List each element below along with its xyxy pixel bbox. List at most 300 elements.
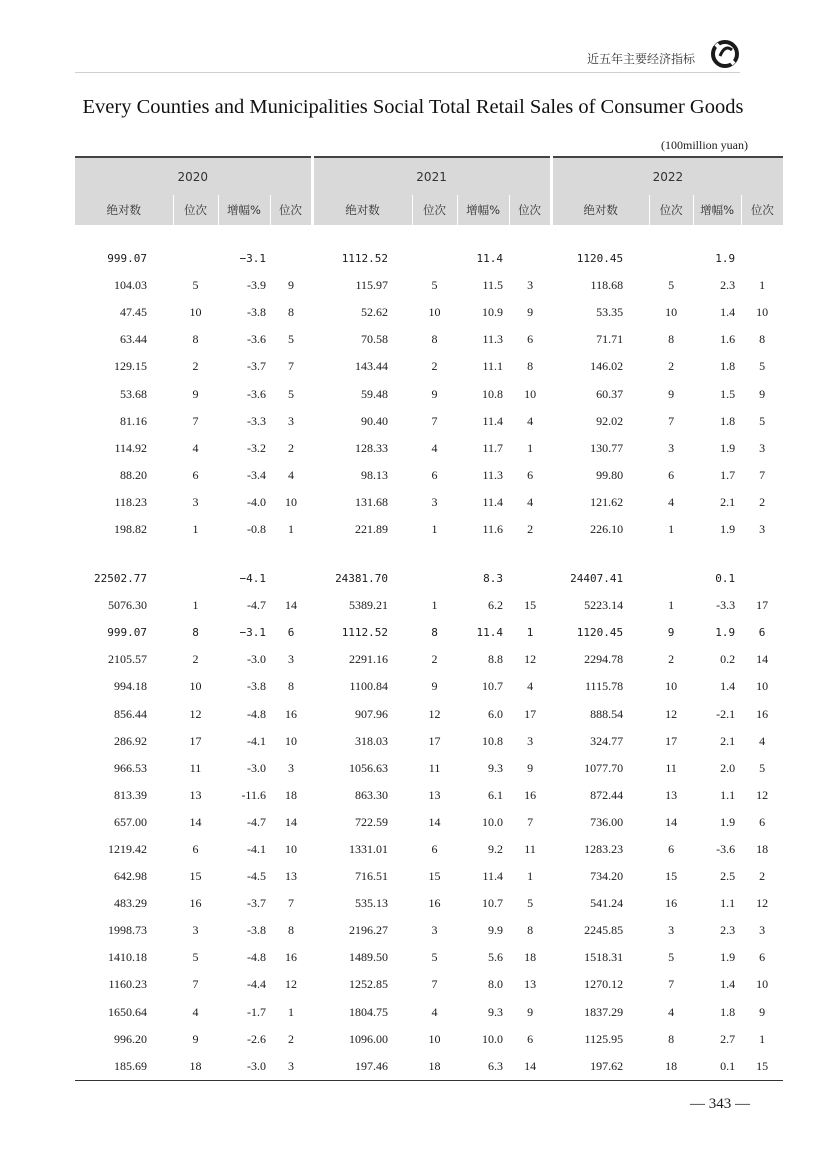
- table-cell: 863.30: [355, 787, 389, 802]
- table-cell: 2: [288, 440, 295, 455]
- table-cell: 11.3: [482, 467, 504, 482]
- table-cell: 17: [756, 598, 769, 613]
- table-cell: 5: [192, 278, 199, 293]
- table-cell: 130.77: [590, 440, 624, 455]
- column-header-value: 绝对数: [312, 195, 412, 225]
- table-cell: 6: [527, 467, 534, 482]
- page-title: Every Counties and Municipalities Social Total Retail Sales of Consumer Goods: [82, 96, 744, 118]
- table-cell: 52.62: [361, 305, 389, 320]
- table-cell: 9: [527, 1004, 534, 1019]
- table-cell: 8: [192, 626, 199, 640]
- table-cell: 13: [665, 787, 678, 802]
- table-cell: 53.35: [596, 305, 624, 320]
- table-cell: -4.8: [247, 950, 266, 965]
- table-cell: 10: [524, 386, 537, 401]
- table-cell: 318.03: [355, 733, 389, 748]
- table-cell: 11: [665, 760, 677, 775]
- table-cell: 4: [431, 440, 438, 455]
- table-row: [75, 326, 783, 353]
- table-cell: 104.03: [114, 278, 147, 293]
- table-cell: -3.2: [247, 440, 266, 455]
- column-header-value: 绝对数: [551, 195, 649, 225]
- table-cell: 6.2: [488, 598, 504, 613]
- table-cell: 17: [524, 706, 537, 721]
- table-cell: 286.92: [114, 733, 147, 748]
- table-cell: 6: [527, 1031, 534, 1046]
- table-cell: 5: [759, 760, 766, 775]
- table-cell: 3: [668, 923, 675, 938]
- table-cell: 70.58: [361, 332, 389, 347]
- table-row: [75, 272, 783, 299]
- table-cell: 22502.77: [94, 572, 147, 586]
- table-cell: 8: [527, 923, 534, 938]
- table-cell: 3: [192, 923, 199, 938]
- table-cell: 129.15: [114, 359, 147, 374]
- table-body: [75, 225, 783, 1080]
- table-cell: -3.6: [247, 386, 266, 401]
- table-row: [75, 701, 783, 728]
- table-cell: 1270.12: [584, 977, 624, 992]
- table-cell: 2.0: [720, 760, 736, 775]
- table-cell: 7: [527, 814, 534, 829]
- table-cell: -0.8: [247, 521, 266, 536]
- table-cell: 4: [668, 1004, 675, 1019]
- table-row: [75, 863, 783, 890]
- table-cell: 5: [527, 896, 534, 911]
- table-cell: 18: [285, 787, 298, 802]
- table-cell: 2: [192, 359, 199, 374]
- table-cell: 1077.70: [584, 760, 624, 775]
- table-cell: 9.9: [488, 923, 504, 938]
- table-cell: 143.44: [355, 359, 389, 374]
- table-row: [75, 380, 783, 407]
- table-cell: 7: [288, 359, 295, 374]
- table-cell: 1.6: [720, 332, 736, 347]
- table-cell: 1518.31: [584, 950, 624, 965]
- table-cell: -3.8: [247, 679, 266, 694]
- table-row: [75, 971, 783, 998]
- table-cell: 1: [527, 440, 534, 455]
- table-cell: 5: [192, 950, 199, 965]
- table-cell: 12: [524, 652, 537, 667]
- table-cell: 1650.64: [108, 1004, 147, 1019]
- table-cell: 1: [668, 598, 675, 613]
- table-cell: 1115.78: [584, 679, 624, 694]
- table-cell: 12: [285, 977, 298, 992]
- table-cell: 2.3: [720, 923, 736, 938]
- table-cell: 18: [756, 842, 769, 857]
- table-cell: 4: [759, 733, 766, 748]
- unit-note: (100million yuan): [661, 138, 748, 152]
- table-cell: 11: [428, 760, 441, 775]
- table-cell: 2: [759, 869, 766, 884]
- table-cell: 53.68: [120, 386, 147, 401]
- table-cell: -4.8: [247, 706, 266, 721]
- table-cell: 5.6: [488, 950, 504, 965]
- table-cell: 736.00: [590, 814, 624, 829]
- table-cell: 2196.27: [349, 923, 389, 938]
- table-cell: 10.0: [482, 1031, 504, 1046]
- table-cell: 17: [428, 733, 441, 748]
- table-cell: 9: [527, 305, 534, 320]
- table-cell: 92.02: [596, 413, 624, 428]
- table-cell: 14: [285, 598, 298, 613]
- table-cell: 907.96: [355, 706, 389, 721]
- table-cell: 11: [189, 760, 202, 775]
- table-cell: 1120.45: [576, 252, 624, 266]
- table-cell: 12: [189, 706, 202, 721]
- table-cell: -3.7: [247, 896, 266, 911]
- table-cell: 15: [665, 869, 678, 884]
- table-cell: 541.24: [590, 896, 624, 911]
- table-cell: 121.62: [590, 494, 624, 509]
- table-cell: 3: [759, 521, 766, 536]
- table-cell: 0.1: [693, 1053, 741, 1081]
- table-cell: 6: [287, 626, 295, 640]
- table-cell: 7: [759, 467, 766, 482]
- table-row: [75, 462, 783, 489]
- table-cell: 15: [524, 598, 537, 613]
- table-cell: 6: [192, 842, 199, 857]
- table-cell: 8: [431, 332, 438, 347]
- column-header-rank: 位次: [741, 195, 783, 225]
- table-cell: 8: [668, 1031, 675, 1046]
- table-cell: 4: [431, 1004, 438, 1019]
- publication-logo-icon: [706, 36, 742, 72]
- column-header-growth: 增幅%: [218, 195, 270, 225]
- table-cell: 3: [431, 494, 438, 509]
- table-cell: -4.1: [247, 733, 266, 748]
- table-cell: 642.98: [114, 869, 147, 884]
- table-cell: 2: [192, 652, 199, 667]
- table-cell: 9: [431, 386, 438, 401]
- table-cell: 1.1: [720, 787, 736, 802]
- retail-sales-table: [75, 156, 774, 1081]
- table-cell: 9.3: [488, 760, 504, 775]
- table-cell: 324.77: [590, 733, 624, 748]
- column-header-rank: 位次: [412, 195, 457, 225]
- table-cell: 8: [431, 626, 438, 640]
- table-cell: 10: [285, 494, 298, 509]
- table-cell: 4: [527, 494, 534, 509]
- table-cell: 8.0: [488, 977, 504, 992]
- table-cell: 1096.00: [349, 1031, 389, 1046]
- table-cell: 3: [668, 440, 675, 455]
- summary-row: [75, 565, 783, 592]
- table-cell: 6: [431, 842, 438, 857]
- table-cell: 8.8: [488, 652, 504, 667]
- table-cell: 5389.21: [349, 598, 389, 613]
- table-cell: 3: [288, 413, 295, 428]
- table-row: [75, 435, 783, 462]
- table-cell: 11.6: [482, 521, 504, 536]
- table-cell: 118.23: [114, 494, 147, 509]
- table-cell: 5: [431, 950, 438, 965]
- table-cell: 1: [759, 1031, 766, 1046]
- table-cell: -3.0: [218, 1053, 270, 1081]
- table-cell: 0.2: [720, 652, 736, 667]
- table-cell: 10: [189, 679, 202, 694]
- table-cell: 9: [759, 386, 766, 401]
- table-cell: 716.51: [355, 869, 389, 884]
- table-cell: 47.45: [120, 305, 147, 320]
- table-cell: 1: [288, 1004, 295, 1019]
- table-cell: [741, 245, 783, 272]
- table-cell: 99.80: [596, 467, 624, 482]
- column-header-growth: 增幅%: [693, 195, 741, 225]
- table-cell: 5: [288, 332, 295, 347]
- table-cell: 888.54: [590, 706, 624, 721]
- table-cell: 1219.42: [108, 842, 147, 857]
- table-cell: 9: [759, 1004, 766, 1019]
- table-cell: 24381.70: [335, 572, 389, 586]
- table-cell: 16: [756, 706, 769, 721]
- table-cell: 9: [192, 1031, 199, 1046]
- table-cell: 90.40: [361, 413, 389, 428]
- table-cell: 5: [668, 278, 675, 293]
- table-row: [75, 646, 783, 673]
- table-cell: 8: [288, 305, 295, 320]
- table-cell: [173, 245, 218, 272]
- table-cell: 4: [192, 1004, 199, 1019]
- table-cell: 2: [527, 521, 534, 536]
- table-cell: 2.1: [720, 494, 736, 509]
- table-cell: 128.33: [355, 440, 389, 455]
- table-cell: 1489.50: [349, 950, 389, 965]
- table-cell: 1: [288, 521, 295, 536]
- table-cell: 10.8: [482, 386, 504, 401]
- table-cell: 2: [431, 359, 438, 374]
- table-cell: 11.4: [482, 869, 504, 884]
- table-cell: 1.9: [715, 626, 736, 640]
- table-cell: 18: [412, 1053, 457, 1081]
- table-cell: 13: [285, 869, 298, 884]
- spacer-row: [75, 225, 783, 245]
- table-cell: -4.0: [247, 494, 266, 509]
- table-cell: 14: [509, 1053, 551, 1081]
- table-cell: 10: [428, 305, 441, 320]
- table-cell: 60.37: [596, 386, 624, 401]
- table-cell: 3: [192, 494, 199, 509]
- table-cell: 197.62: [551, 1053, 649, 1081]
- table-cell: -3.3: [247, 413, 266, 428]
- table-cell: 198.82: [114, 521, 147, 536]
- table-cell: 197.46: [312, 1053, 412, 1081]
- table-cell: 1410.18: [108, 950, 147, 965]
- table-row: [75, 728, 783, 755]
- table-cell: −3.1: [239, 626, 266, 640]
- table-cell: 16: [428, 896, 441, 911]
- table-cell: 1120.45: [576, 626, 624, 640]
- table-row: [75, 592, 783, 619]
- table-cell: 7: [668, 413, 675, 428]
- table-cell: 5: [759, 413, 766, 428]
- table-cell: 88.20: [120, 467, 147, 482]
- table-cell: 7: [288, 896, 295, 911]
- table-row: [75, 1026, 783, 1053]
- table-cell: 1112.52: [341, 626, 389, 640]
- year-header: 2021: [312, 157, 551, 195]
- table-cell: 5: [668, 950, 675, 965]
- table-row: [75, 673, 783, 700]
- table-cell: 2: [431, 652, 438, 667]
- table-cell: 0.1: [715, 572, 736, 586]
- table-cell: 6: [668, 842, 675, 857]
- table-cell: 535.13: [355, 896, 389, 911]
- table-cell: -4.7: [247, 814, 266, 829]
- table-cell: 7: [668, 977, 675, 992]
- table-cell: 2.1: [720, 733, 736, 748]
- table-cell: 9: [527, 760, 534, 775]
- table-cell: 1100.84: [349, 679, 389, 694]
- table-cell: [270, 245, 312, 272]
- table-cell: 2294.78: [584, 652, 624, 667]
- table-cell: 1.4: [720, 977, 736, 992]
- table-cell: 7: [192, 413, 199, 428]
- table-cell: 71.71: [596, 332, 624, 347]
- table-cell: 11.4: [476, 626, 504, 640]
- table-row: [75, 782, 783, 809]
- table-cell: -3.6: [716, 842, 736, 857]
- table-cell: 1056.63: [349, 760, 389, 775]
- table-cell: 3: [527, 733, 534, 748]
- year-header: 2022: [551, 157, 783, 195]
- table-cell: 10.8: [482, 733, 504, 748]
- table-cell: -3.4: [247, 467, 266, 482]
- table-cell: 14: [189, 814, 202, 829]
- table-cell: 5: [431, 278, 438, 293]
- summary-row: [75, 245, 783, 272]
- table-cell: 2291.16: [349, 652, 389, 667]
- table-row: [75, 836, 783, 863]
- table-cell: 14: [428, 814, 441, 829]
- column-header-growth: 增幅%: [457, 195, 509, 225]
- table-cell: 8: [192, 332, 199, 347]
- table-cell: 63.44: [120, 332, 147, 347]
- table-cell: -3.0: [247, 760, 266, 775]
- table-cell: 3: [759, 923, 766, 938]
- table-cell: 7: [431, 413, 438, 428]
- table-cell: [412, 565, 457, 592]
- table-cell: -3.3: [716, 598, 736, 613]
- table-cell: 12: [756, 787, 769, 802]
- table-cell: 2.5: [720, 869, 736, 884]
- table-cell: 226.10: [590, 521, 624, 536]
- table-cell: 1: [431, 521, 438, 536]
- table-cell: 2.3: [720, 278, 736, 293]
- table-cell: 1.9: [720, 521, 736, 536]
- page-number: — 343 —: [690, 1096, 750, 1112]
- table-cell: 722.59: [355, 814, 389, 829]
- table-cell: 1.4: [720, 679, 736, 694]
- table-cell: 4: [288, 467, 295, 482]
- table-cell: 98.13: [361, 467, 389, 482]
- table-cell: 1998.73: [108, 923, 147, 938]
- table-cell: 131.68: [355, 494, 389, 509]
- table-cell: 2245.85: [584, 923, 624, 938]
- table-cell: 1.8: [720, 359, 736, 374]
- table-cell: 1: [526, 626, 534, 640]
- table-cell: 5076.30: [108, 598, 147, 613]
- table-cell: 6.0: [488, 706, 504, 721]
- table-cell: 11.1: [482, 359, 504, 374]
- table-cell: 1331.01: [349, 842, 389, 857]
- table-cell: 16: [189, 896, 202, 911]
- table-cell: 6: [759, 950, 766, 965]
- table-cell: 10.9: [482, 305, 504, 320]
- table-cell: 8: [288, 679, 295, 694]
- spacer-row: [75, 543, 783, 565]
- table-cell: 10: [665, 679, 678, 694]
- table-cell: -3.0: [247, 652, 266, 667]
- table-cell: 966.53: [114, 760, 147, 775]
- year-header: 2020: [75, 157, 312, 195]
- table-cell: 996.20: [114, 1031, 147, 1046]
- table-cell: 5: [288, 386, 295, 401]
- table-cell: 11.3: [482, 332, 504, 347]
- table-cell: 10: [428, 1031, 441, 1046]
- table-cell: 6: [759, 814, 766, 829]
- table-cell: 999.07: [107, 626, 147, 640]
- table-cell: [741, 565, 783, 592]
- table-cell: 1.9: [720, 950, 736, 965]
- table-cell: -4.5: [247, 869, 266, 884]
- table-cell: 3: [759, 440, 766, 455]
- header-rule: [75, 72, 740, 73]
- table-cell: 9: [192, 386, 199, 401]
- table-cell: 7: [192, 977, 199, 992]
- table-cell: -1.7: [247, 1004, 266, 1019]
- table-cell: 14: [665, 814, 678, 829]
- table-cell: 6.3: [457, 1053, 509, 1081]
- table-cell: 12: [428, 706, 441, 721]
- table-cell: 16: [524, 787, 537, 802]
- table-cell: 483.29: [114, 896, 147, 911]
- table-cell: 8: [527, 359, 534, 374]
- table-cell: 14: [285, 814, 298, 829]
- table-cell: 4: [527, 679, 534, 694]
- table-cell: 11.4: [482, 413, 504, 428]
- table-cell: 81.16: [120, 413, 147, 428]
- column-header-value: 绝对数: [75, 195, 173, 225]
- table-cell: 10: [756, 679, 769, 694]
- table-cell: 146.02: [590, 359, 624, 374]
- table-cell: 1112.52: [341, 252, 389, 266]
- table-row: [75, 353, 783, 380]
- table-cell: 8: [759, 332, 766, 347]
- table-cell: 18: [524, 950, 537, 965]
- table-cell: 16: [285, 706, 298, 721]
- table-row: [75, 944, 783, 971]
- table-cell: 15: [741, 1053, 783, 1081]
- table-cell: 3: [431, 923, 438, 938]
- table-cell: 10: [756, 305, 769, 320]
- table-cell: 4: [527, 413, 534, 428]
- table-cell: 734.20: [590, 869, 624, 884]
- table-cell: 115.97: [355, 278, 389, 293]
- table-cell: -2.1: [716, 706, 736, 721]
- table-cell: [173, 565, 218, 592]
- column-header-rank: 位次: [173, 195, 218, 225]
- table-cell: 3: [288, 652, 295, 667]
- table-cell: 17: [665, 733, 678, 748]
- table-cell: 999.07: [107, 252, 147, 266]
- table-cell: 1.4: [720, 305, 736, 320]
- table-cell: 1: [759, 278, 766, 293]
- table-row: [75, 809, 783, 836]
- table-cell: 15: [189, 869, 202, 884]
- table-cell: 6: [668, 467, 675, 482]
